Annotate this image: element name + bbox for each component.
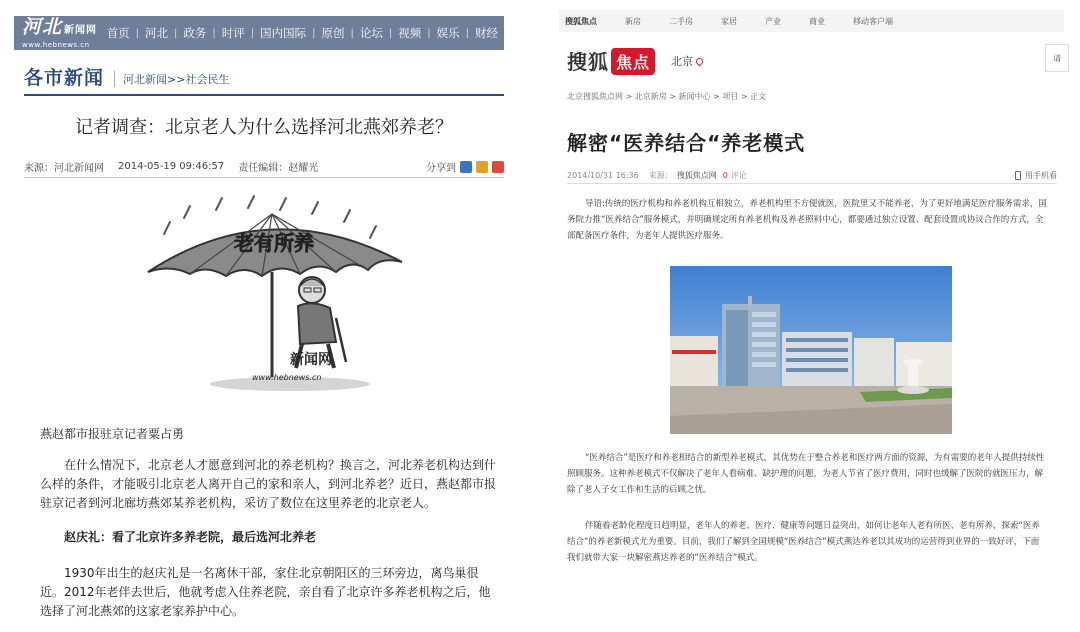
nav-item-original[interactable]: 原创: [321, 26, 345, 40]
article-source: 来源：河北新闻网: [24, 163, 104, 174]
sohu-logo[interactable]: [567, 46, 655, 76]
share-qzone-icon[interactable]: [476, 161, 488, 173]
nav-separator: |: [465, 27, 469, 39]
article-paragraph-2: 1930年出生的赵庆礼是一名离休干部，家住北京朝阳区的三环旁边，离鸟巢很近。2012年老伴去世后，他就考虑入住养老院，亲自看了北京许多养老机构之后，他选择了河北燕郊的这家老家养护中心。: [40, 566, 491, 618]
sohu-paragraph-1: “医养结合”是医疗和养老相结合的新型养老模式，其优势在于整合养老和医疗两方面的资源，为有需要的老年人提供持续性照顾服务。这种养老模式不仅解决了老年人看病难、缺护理的问题，为老人节省了医疗费用，同时也缓解了医院的就医压力，解除了老人子女工作和生活的后顾之忧。: [567, 453, 1045, 495]
topbar-brand[interactable]: 搜狐焦点: [565, 16, 597, 26]
nav-separator: |: [388, 27, 393, 39]
nav-separator: |: [350, 27, 354, 39]
sohu-article-meta: [567, 170, 1057, 181]
hebnews-logo[interactable]: [14, 16, 101, 50]
topbar-item-commerce[interactable]: 商业: [809, 16, 825, 26]
hebnews-article-panel: [0, 0, 520, 632]
nav-item-video[interactable]: 视频: [398, 26, 422, 40]
umbrella-text: 老有所养: [234, 231, 314, 255]
sohu-source-label: 来源：: [648, 171, 673, 180]
article-editor: 责任编辑：赵耀光: [238, 163, 319, 174]
nav-separator: |: [250, 27, 255, 39]
nav-item-finance[interactable]: 财经: [475, 26, 498, 40]
topbar-item-new-homes[interactable]: 新房: [625, 16, 641, 26]
edge-button[interactable]: 请: [1045, 44, 1069, 72]
nav-separator: |: [174, 27, 178, 39]
nav-item-government[interactable]: 政务: [183, 26, 207, 40]
comment-count[interactable]: 0: [722, 171, 728, 180]
sohu-top-bar: [559, 10, 1064, 32]
nav-separator: |: [427, 27, 431, 39]
topbar-item-industry[interactable]: 产业: [765, 16, 781, 26]
hospital-photo: [670, 266, 952, 434]
sohu-author[interactable]: 搜狐焦点网: [676, 171, 717, 180]
share-weibo-icon[interactable]: [492, 161, 504, 173]
illustration-watermark-url: www.hebnews.cn: [252, 373, 322, 382]
phone-icon: [1015, 171, 1021, 180]
section-header: [24, 64, 504, 96]
location-pin-icon: [695, 56, 705, 66]
hebnews-menu: [101, 25, 504, 41]
city-selector[interactable]: [671, 53, 703, 69]
section-title: 各市新闻: [24, 67, 105, 89]
nav-item-home[interactable]: 首页: [106, 26, 130, 40]
hebnews-nav-bar: [14, 16, 504, 50]
article-meta: [24, 156, 504, 178]
sohu-intro: 导语:传统的医疗机构和养老机构互相独立，养老机构里不方便就医，医院里又不能养老，为了更好地满足医疗服务需求，国务院力推“医养结合”服务模式，并明确规定所有养老机构及养老照料中心，都要通过独立设置、配套设置或协议合作的方式，全部配备医疗条件，为老年人提供医疗服务。: [567, 199, 1047, 241]
nav-separator: |: [135, 27, 139, 39]
mobile-view-label: 用手机看: [1025, 171, 1057, 180]
nav-item-forum[interactable]: 论坛: [359, 26, 383, 40]
meta-divider: [567, 183, 1057, 184]
sohu-logo-row: [567, 44, 1067, 78]
sohu-breadcrumb[interactable]: 北京搜狐焦点网 > 北京新房 > 新闻中心 > 项目 > 正文: [567, 92, 767, 101]
article-datetime: 2014-05-19 09:46:57: [118, 161, 225, 172]
article-byline: 燕赵都市报驻京记者粟占勇: [40, 427, 185, 441]
comment-label[interactable]: 评论: [730, 171, 747, 180]
article-headline: 记者调查：北京老人为什么选择河北燕郊养老？: [75, 117, 453, 138]
nav-item-commentary[interactable]: 时评: [221, 26, 245, 40]
sohu-datetime: 2014/10/31 16:36: [567, 171, 639, 180]
nav-item-entertainment[interactable]: 娱乐: [436, 26, 460, 40]
hebnews-logo-name: 河北: [22, 15, 63, 38]
share-bar: [426, 159, 504, 174]
city-label: 北京: [671, 55, 694, 68]
sohu-article-title: 解密“医养结合“养老模式: [567, 131, 806, 155]
sohu-paragraph-2: 伴随着老龄化程度日趋明显，老年人的养老、医疗、健康等问题日益突出，如何让老年人老有所医、老有所养，探索“医养结合”的养老新模式尤为重要。目前，我们了解到全国规模“医养结合”模式燕达养老以其成功的运营得到业界的一致好评，下面我们就带大家一块解密燕达养老的“医养结合”模式。: [567, 521, 1040, 563]
umbrella-illustration: [140, 192, 410, 397]
sohu-article-panel: [545, 0, 1080, 632]
sohu-logo-text: 搜狐: [567, 50, 609, 74]
nav-separator: |: [212, 27, 216, 39]
nav-item-hebei[interactable]: 河北: [145, 26, 168, 40]
share-plus-icon[interactable]: [460, 161, 472, 173]
share-label: 分享到: [426, 163, 456, 174]
illustration-watermark: 新闻网: [290, 352, 332, 368]
mobile-view-link[interactable]: [1015, 170, 1057, 181]
article-paragraph-1: 在什么情况下，北京老人才愿意到河北的养老机构？换言之，河北养老机构达到什么样的条件，才能吸引北京老人离开自己的家和亲人，到河北养老？近日，燕赵都市报驻京记者到河北廊坊燕郊某养老机构，采访了数位在这里养老的北京老人。: [40, 458, 497, 510]
nav-item-national-international[interactable]: 国内国际: [260, 26, 307, 40]
nav-separator: |: [312, 27, 316, 39]
hebnews-logo-suffix: 新闻网: [64, 24, 98, 36]
breadcrumb[interactable]: 河北新闻>>社会民生: [114, 71, 229, 87]
topbar-item-second-hand[interactable]: 二手房: [669, 16, 693, 26]
topbar-item-mobile-client[interactable]: 移动客户端: [853, 16, 893, 26]
article-subheading: 赵庆礼：看了北京许多养老院，最后选河北养老: [64, 530, 317, 544]
sohu-logo-focus: 焦点: [611, 48, 655, 75]
hebnews-logo-url: www.hebnews.cn: [22, 40, 90, 49]
topbar-item-home-decor[interactable]: 家居: [721, 16, 737, 26]
